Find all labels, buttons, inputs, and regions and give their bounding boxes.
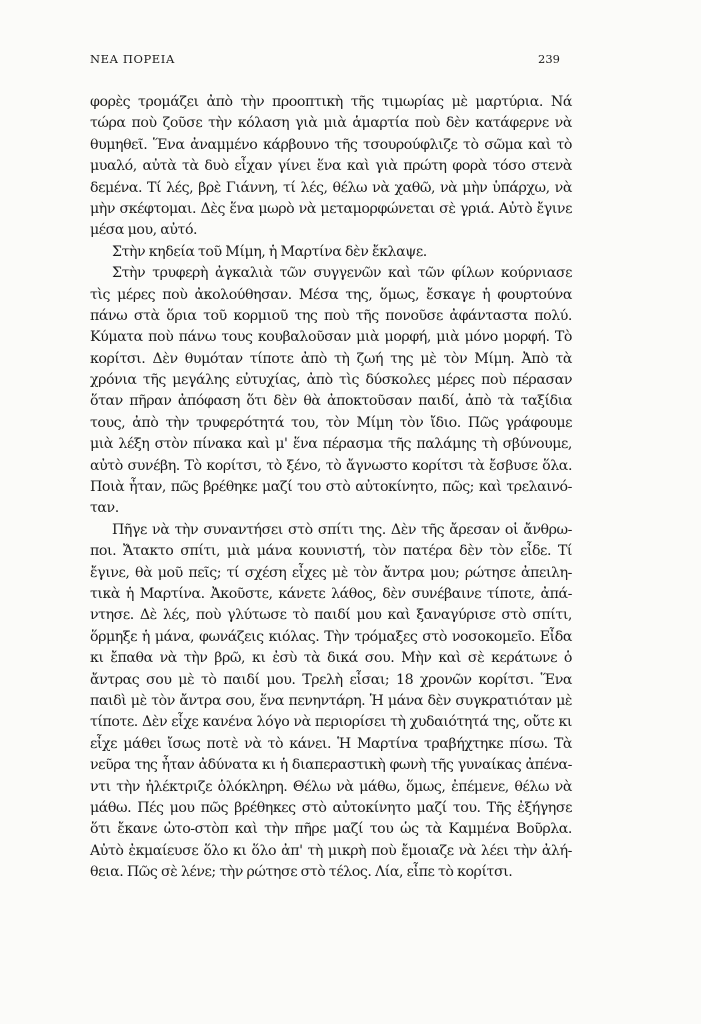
text-line: ὅτι ἔκανε ὠτο-στὸπ καὶ τὴν πῆρε μαζί του ὡς τὰ Καμμένα Βοῦρλα. bbox=[90, 821, 572, 838]
text-line: ὅρμηξε ἡ μάνα, φωνάζεις κιόλας. Τὴν τρόμαξες στὸ νοσοκομεῖο. Εἶδα bbox=[90, 628, 572, 645]
text-line: τὶς μέρες ποὺ ἀκολούθησαν. Μέσα της, ὅμως, ἔσκαγε ἡ φουρτούνα bbox=[90, 286, 572, 303]
text-line: μιὰ λέξη στὸν πίνακα καὶ μ' ἕνα πέρασμα τῆς παλάμης τὴ σβύνουμε, bbox=[90, 436, 572, 453]
text-line: τους, ἀπὸ τὴν τρυφερότητά του, τὸν Μίμη τὸν ἴδιο. Πῶς γράφουμε bbox=[90, 414, 572, 431]
text-line: χρόνια τῆς μεγάλης εὐτυχίας, ἀπὸ τὶς δύσκολες μέρες ποὺ πέρασαν bbox=[90, 372, 572, 389]
text-line: Αὐτὸ ἐκμαίευσε ὅλο κι ὅλο ἀπ' τὴ μικρὴ ποὺ ἔμοιαζε νὰ λέει τὴν ἀλή- bbox=[90, 842, 572, 859]
text-line: κι ἔπαθα νὰ τὴν βρῶ, κι ἐσὺ τὰ δικά σου. Μὴν καὶ σὲ κεράτωνε ὁ bbox=[90, 650, 572, 667]
text-line: τίποτε. Δὲν εἶχε κανένα λόγο νὰ περιορίσει τὴ χυδαιότητά της, οὔτε κι bbox=[90, 714, 572, 731]
text-line: Στὴν τρυφερὴ ἀγκαλιὰ τῶν συγγενῶν καὶ τῶν φίλων κούρνιασε bbox=[112, 265, 572, 282]
text-line: τώρα ποὺ ζοῦσε τὴν κόλαση γιὰ μιὰ ἁμαρτία ποὺ δὲν κατάφερνε νὰ bbox=[90, 115, 572, 132]
text-line: εἶχε μάθει ἴσως ποτὲ νὰ τὸ κάνει. Ἡ Μαρτίνα τραβήχτηκε πίσω. Τὰ bbox=[90, 735, 572, 752]
text-line: κορίτσι. Δὲν θυμόταν τίποτε ἀπὸ τὴ ζωή της μὲ τὸν Μίμη. Ἀπὸ τὰ bbox=[90, 350, 572, 367]
text-line: Ποιὰ ἦταν, πῶς βρέθηκε μαζί του στὸ αὐτοκίνητο, πῶς; καὶ τρελαινό- bbox=[90, 479, 572, 496]
text-line: νεῦρα της ἦταν ἀδύνατα κι ἡ διαπεραστικὴ φωνὴ τῆς γυναίκας ἀπένα- bbox=[90, 757, 572, 774]
text-line: μὴν σκέφτομαι. Δὲς ἕνα μωρὸ νὰ μεταμορφώνεται σὲ γριά. Αὐτὸ ἔγινε bbox=[90, 200, 572, 217]
body-text bbox=[90, 92, 572, 883]
text-line: Στὴν κηδεία τοῦ Μίμη, ἡ Μαρτίνα δὲν ἔκλαψε. bbox=[112, 243, 427, 260]
text-line: μάθω. Πές μου πῶς βρέθηκες στὸ αὐτοκίνητο μαζί του. Τῆς ἐξήγησε bbox=[90, 799, 572, 816]
page-number: 239 bbox=[538, 52, 560, 66]
text-line: πάνω στὰ ὅρια τοῦ κορμιοῦ της ποὺ τῆς πονοῦσε ἀφάνταστα πολύ. bbox=[90, 307, 572, 324]
text-line: μέσα μου, αὐτό. bbox=[90, 222, 198, 239]
text-line: Πῆγε νὰ τὴν συναντήσει στὸ σπίτι της. Δὲν τῆς ἄρεσαν οἱ ἄνθρω- bbox=[112, 521, 572, 538]
text-line: δεμένα. Τί λές, βρὲ Γιάννη, τί λές, θέλω νὰ χαθῶ, νὰ μὴν ὑπάρχω, νὰ bbox=[90, 179, 572, 196]
text-line: ποι. Ἄτακτο σπίτι, μιὰ μάνα κουνιστή, τὸν πατέρα δὲν τὸν εἶδε. Τί bbox=[90, 543, 572, 560]
text-line: ταν. bbox=[90, 500, 119, 517]
text-line: Κύματα ποὺ πάνω τους κουβαλοῦσαν μιὰ μορφή, μιὰ μόνο μορφή. Τὸ bbox=[90, 329, 572, 346]
text-line: φορὲς τρομάζει ἀπὸ τὴν προοπτικὴ τῆς τιμωρίας μὲ μαρτύρια. Νά bbox=[90, 94, 572, 110]
text-line: ὅταν πῆραν ἀπόφαση ὅτι δὲν θὰ ἀποκτοῦσαν παιδί, ἀπὸ τὰ ταξίδια bbox=[90, 393, 572, 410]
text-line: θεια. Πῶς σὲ λένε; τὴν ρώτησε στὸ τέλος. Λία, εἶπε τὸ κορίτσι. bbox=[90, 864, 513, 881]
text-line: παιδὶ μὲ τὸν ἄντρα σου, ἕνα πενηντάρη. Ἡ μάνα δὲν συγκρατιόταν μὲ bbox=[90, 692, 572, 709]
text-line: αὐτὸ συνέβη. Τὸ κορίτσι, τὸ ξένο, τὸ ἄγνωστο κορίτσι τὰ ἔσβυσε ὅλα. bbox=[90, 457, 572, 474]
text-line: ἔγινε, θὰ μοῦ πεῖς; τί σχέση εἶχες μὲ τὸν ἄντρα μου; ρώτησε ἀπειλη- bbox=[90, 564, 572, 581]
text-line: ντι τὴν ἠλέκτριζε ὁλόκληρη. Θέλω νὰ μάθω, ὅμως, ἐπέμενε, θέλω νὰ bbox=[90, 778, 572, 795]
text-line: ντησε. Δὲ λές, ποὺ γλύτωσε τὸ παιδί μου καὶ ξαναγύρισε στὸ σπίτι, bbox=[90, 607, 572, 624]
text-line: ἄντρας σου μὲ τὸ παιδί μου. Τρελὴ εἶσαι; 18 χρονῶν κορίτσι. Ἕνα bbox=[90, 671, 572, 688]
running-head: ΝΕΑ ΠΟΡΕΙΑ bbox=[90, 52, 175, 66]
text-line: τικὰ ἡ Μαρτίνα. Ἀκοῦστε, κάνετε λάθος, δὲν συνέβαινε τίποτε, ἀπά- bbox=[90, 585, 572, 602]
text-line: θυμηθεῖ. Ἕνα ἀναμμένο κάρβουνο τῆς τσουρούφλιζε τὸ σῶμα καὶ τὸ bbox=[90, 136, 572, 153]
text-line: μυαλό, αὐτὰ τὰ δυὸ εἶχαν γίνει ἕνα καὶ γιὰ πρώτη φορὰ τόσο στενὰ bbox=[90, 158, 572, 175]
